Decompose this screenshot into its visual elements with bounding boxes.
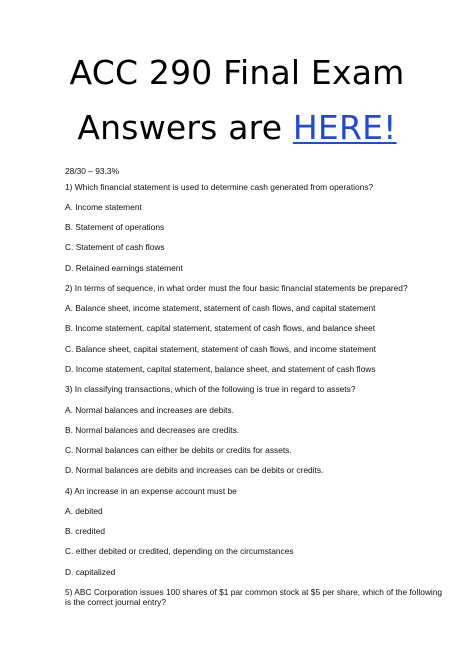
q4-option-c: C. either debited or credited, depending on the circumstances [65, 546, 294, 556]
q3-option-c: C. Normal balances can either be debits or credits for assets. [65, 445, 292, 455]
question-2: 2) In terms of sequence, in what order must the four basic financial statements be prepared? [65, 283, 408, 293]
q2-option-d: D. Income statement, capital statement, balance sheet, and statement of cash flows [65, 364, 376, 374]
subtitle-prefix: Answers are [77, 108, 293, 147]
question-1: 1) Which financial statement is used to determine cash generated from operations? [65, 182, 374, 192]
q4-option-d: D. capitalized [65, 567, 116, 577]
question-3: 3) In classifying transactions, which of the following is true in regard to assets? [65, 384, 356, 394]
q3-option-d: D. Normal balances are debits and increases can be debits or credits. [65, 465, 324, 475]
answers-link[interactable]: HERE! [292, 108, 397, 147]
question-5: 5) ABC Corporation issues 100 shares of $1 par common stock at $5 per share, which of the following is the correct journal entry? [65, 587, 443, 608]
q3-option-b: B. Normal balances and decreases are credits. [65, 425, 240, 435]
q2-option-c: C. Balance sheet, capital statement, statement of cash flows, and income statement [65, 344, 376, 354]
question-4: 4) An increase in an expense account must be [65, 486, 237, 496]
q1-option-d: D. Retained earnings statement [65, 263, 183, 273]
q4-option-a: A. debited [65, 506, 103, 516]
page-title: ACC 290 Final Exam [69, 53, 405, 92]
q1-option-c: C. Statement of cash flows [65, 242, 165, 252]
q2-option-b: B. Income statement, capital statement, statement of cash flows, and balance sheet [65, 323, 376, 333]
score-text: 28/30 – 93.3% [65, 166, 120, 176]
q4-option-b: B. credited [65, 526, 106, 536]
page-subtitle [0, 108, 474, 147]
q2-option-a: A. Balance sheet, income statement, statement of cash flows, and capital statement [65, 303, 376, 313]
q1-option-b: B. Statement of operations [65, 222, 165, 232]
q1-option-a: A. Income statement [65, 202, 142, 212]
q3-option-a: A. Normal balances and increases are debits. [65, 405, 234, 415]
